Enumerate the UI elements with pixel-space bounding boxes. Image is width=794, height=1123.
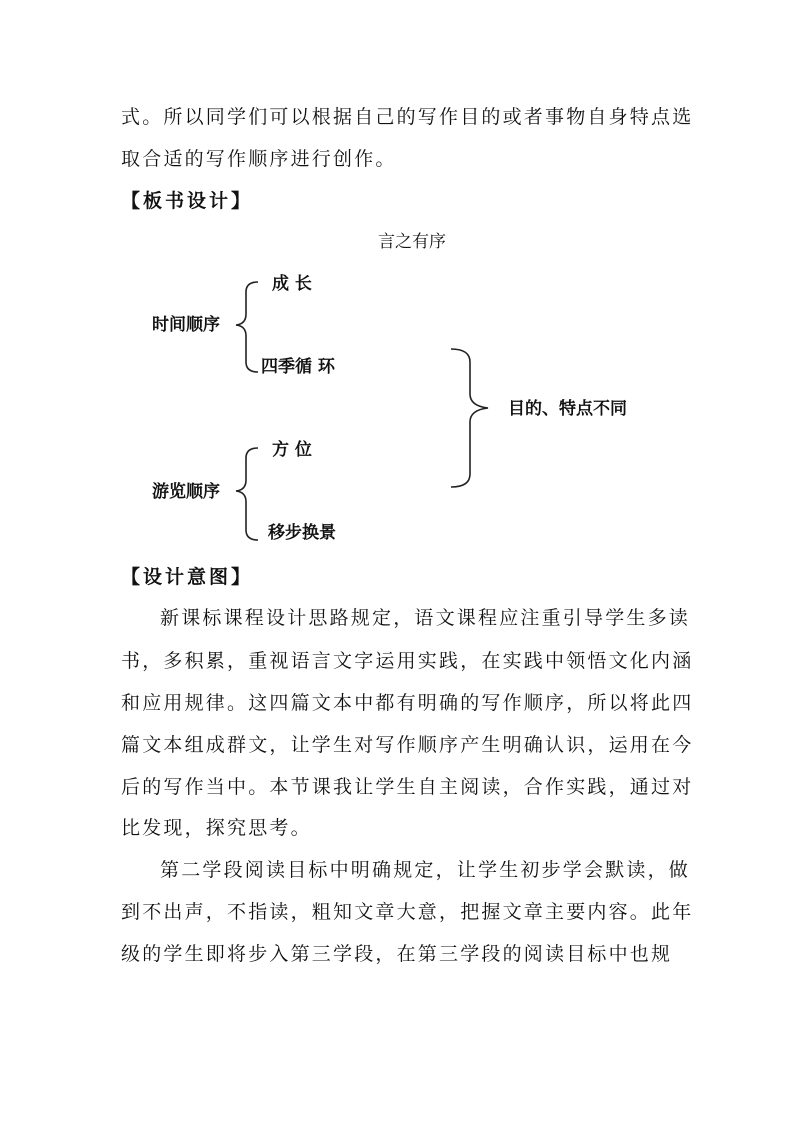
board-group2-item: 方 位	[272, 440, 312, 460]
board-design-heading: 【板书设计】	[121, 190, 254, 212]
board-group1-item: 四季循 环	[261, 357, 335, 377]
paragraph-line: 书，多积累，重视语言文字运用实践，在实践中领悟文化内涵	[121, 650, 694, 672]
board-group1-item: 成 长	[272, 274, 312, 294]
board-group2-label: 游览顺序	[152, 482, 220, 502]
paragraph-line: 新课标课程设计思路规定，语文课程应注重引导学生多读	[160, 607, 691, 629]
right-brace-conclusion	[451, 349, 488, 487]
paragraph-line: 第二学段阅读目标中明确规定，让学生初步学会默读，做	[160, 859, 691, 881]
left-brace-group1	[236, 282, 258, 372]
paragraph-line: 到不出声，不指读，粗知文章大意，把握文章主要内容。此年	[121, 901, 694, 923]
design-intent-heading: 【设计意图】	[121, 566, 254, 588]
board-conclusion: 目的、特点不同	[508, 399, 627, 419]
board-group1-label: 时间顺序	[152, 315, 220, 335]
paragraph-line: 级的学生即将步入第三学段，在第三学段的阅读目标中也规	[121, 943, 673, 965]
paragraph-line: 取合适的写作顺序进行创作。	[121, 148, 397, 170]
board-title: 言之有序	[378, 232, 446, 252]
paragraph-line: 和应用规律。这四篇文本中都有明确的写作顺序，所以将此四	[121, 692, 694, 714]
paragraph-line: 比发现，探究思考。	[121, 817, 312, 839]
board-group2-item: 移步换景	[268, 523, 336, 543]
paragraph-line: 式。所以同学们可以根据自己的写作目的或者事物自身特点选	[121, 106, 694, 128]
paragraph-line: 后的写作当中。本节课我让学生自主阅读，合作实践，通过对	[121, 776, 694, 798]
left-brace-group2	[236, 448, 258, 540]
paragraph-line: 篇文本组成群文，让学生对写作顺序产生明确认识，运用在今	[121, 734, 694, 756]
